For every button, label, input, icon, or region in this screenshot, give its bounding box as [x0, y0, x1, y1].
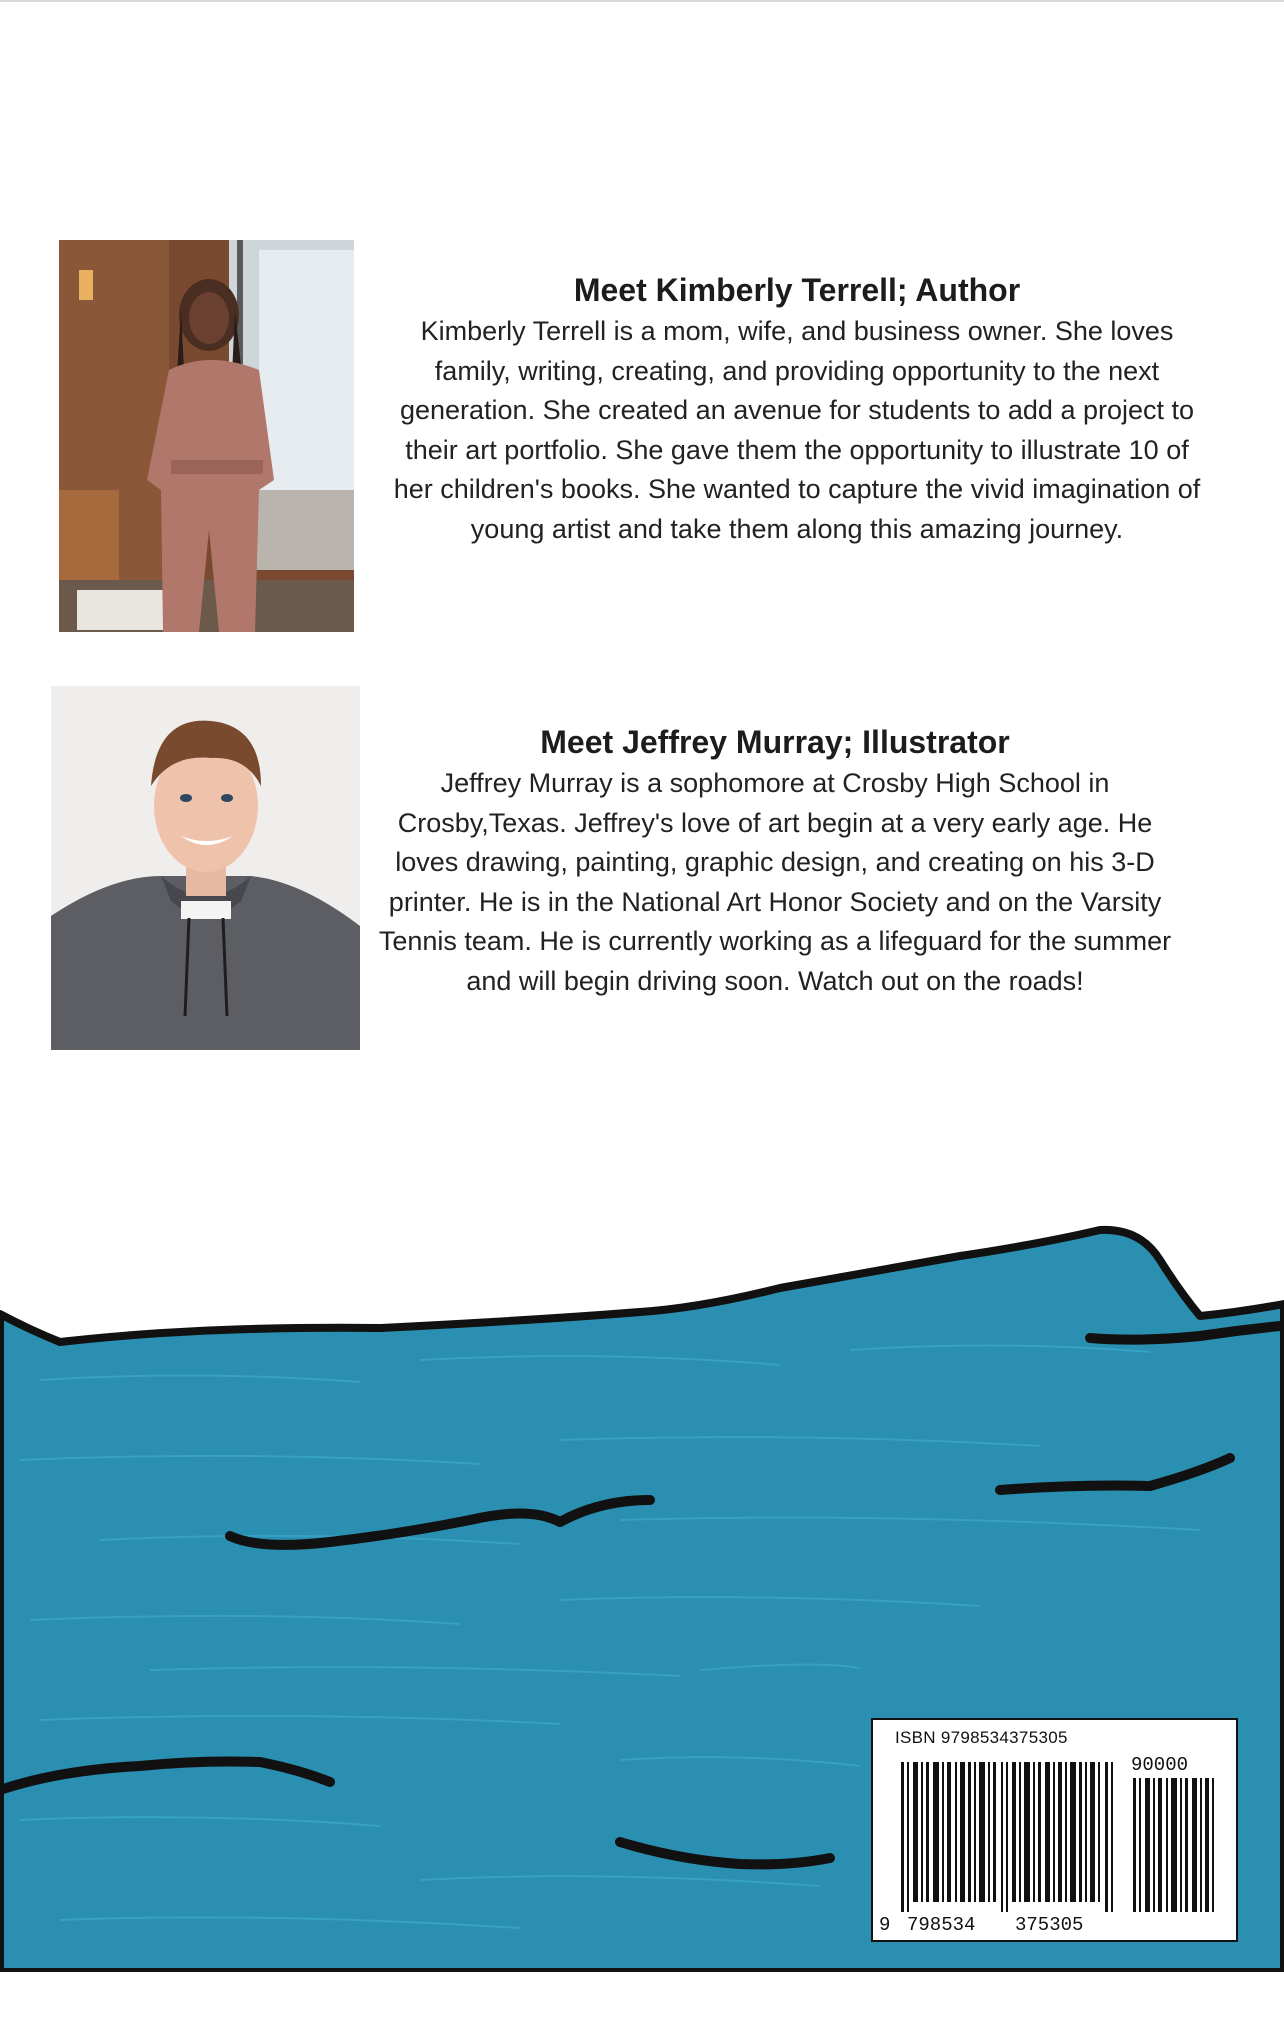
price-code: 90000: [1131, 1754, 1189, 1776]
author-bio-text: Kimberly Terrell is a mom, wife, and business owner. She loves family, writing, creating, and providing opportunity to the next generation. She created an avenue for students to add a project to their art portfolio. She gave them the opportunity to illustrate 10 of her children's books. She wanted to capture the vivid imagination of young artist and take them along this amazing journey.: [393, 316, 1201, 544]
price-barcode: [1131, 1778, 1217, 1912]
barcode-digits-left: 798534: [907, 1914, 976, 1936]
isbn-barcode: [895, 1752, 1121, 1912]
barcode-digits-right: 375305: [1015, 1914, 1084, 1936]
author-title: Meet Kimberly Terrell; Author: [573, 272, 1021, 308]
illustrator-bio-text: Jeffrey Murray is a sophomore at Crosby High School in Crosby,Texas. Jeffrey's love of art begin at a very early age. He loves drawing, painting, graphic design, and creating on his 3-D printer. He is in the National Art Honor Society and on the Varsity Tennis team. He is currently working as a lifeguard for the summer and will begin driving soon. Watch out on the roads!: [378, 768, 1172, 996]
illustrator-title: Meet Jeffrey Murray; Illustrator: [540, 724, 1010, 760]
illustrator-bio-section: [370, 722, 1180, 1001]
barcode-box: [871, 1718, 1238, 1942]
illustrator-photo: [51, 686, 360, 1050]
barcode-digits: [879, 1914, 1119, 2024]
author-photo: [59, 240, 354, 632]
page-top-border: [0, 0, 1284, 2]
author-bio-section: [392, 270, 1202, 549]
isbn-label: ISBN 9798534375305: [895, 1728, 1068, 1747]
barcode-digit-first: 9: [879, 1914, 891, 1936]
